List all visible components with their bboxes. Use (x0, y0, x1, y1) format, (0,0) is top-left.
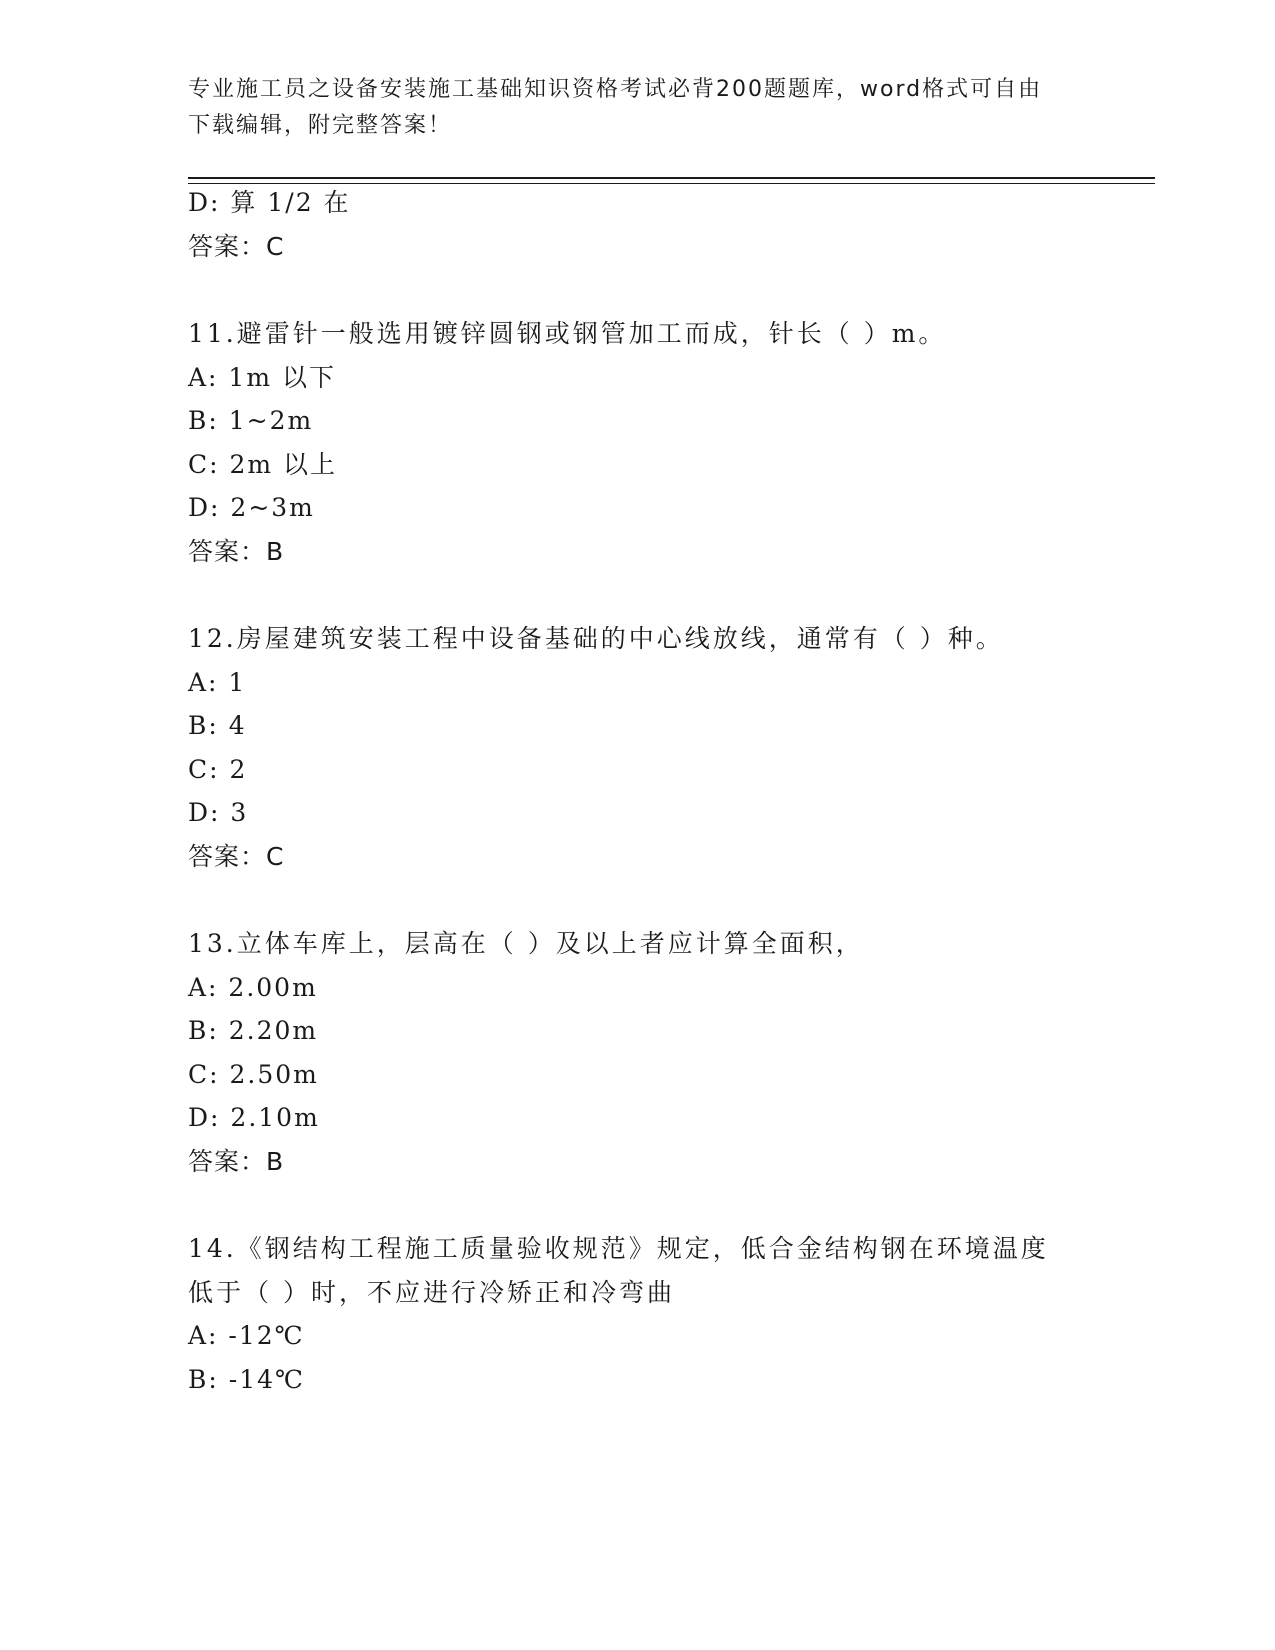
option-b: B: 1~2m (188, 406, 314, 435)
option-a: A: 1m 以下 (188, 363, 336, 392)
answer-label: 答案：C (188, 232, 285, 261)
question-title: 11.避雷针一般选用镀锌圆钢或钢管加工而成，针长（ ）m。 (188, 319, 947, 348)
answer-label: 答案：B (188, 1147, 285, 1176)
header-line-2: 下载编辑，附完整答案！ (188, 113, 453, 138)
option-b: B: -14℃ (188, 1365, 305, 1394)
option-d: D: 3 (188, 798, 249, 827)
option-b: B: 2.20m (188, 1016, 319, 1045)
answer-label: 答案：C (188, 842, 285, 871)
answer-label: 答案：B (188, 537, 285, 566)
header-line-1: 专业施工员之设备安装施工基础知识资格考试必背200题题库，word格式可自由 (188, 77, 1043, 102)
option-d: D: 算 1/2 在 (188, 188, 351, 217)
header-divider (188, 177, 1155, 184)
option-a: A: -12℃ (188, 1321, 305, 1350)
option-a: A: 1 (188, 668, 247, 697)
question-title: 14.《钢结构工程施工质量验收规范》规定，低合金结构钢在环境温度 (188, 1234, 1049, 1263)
option-c: C: 2.50m (188, 1060, 319, 1089)
option-b: B: 4 (188, 711, 247, 740)
option-c: C: 2 (188, 755, 248, 784)
option-d: D: 2.10m (188, 1103, 320, 1132)
option-a: A: 2.00m (188, 973, 318, 1002)
question-title: 12.房屋建筑安装工程中设备基础的中心线放线，通常有（ ）种。 (188, 624, 1004, 653)
question-title-continued: 低于（ ）时，不应进行冷矫正和冷弯曲 (188, 1278, 675, 1307)
question-title: 13.立体车库上，层高在（ ）及以上者应计算全面积， (188, 929, 864, 958)
document-header (188, 72, 1088, 144)
option-c: C: 2m 以上 (188, 450, 338, 479)
option-d: D: 2~3m (188, 493, 315, 522)
